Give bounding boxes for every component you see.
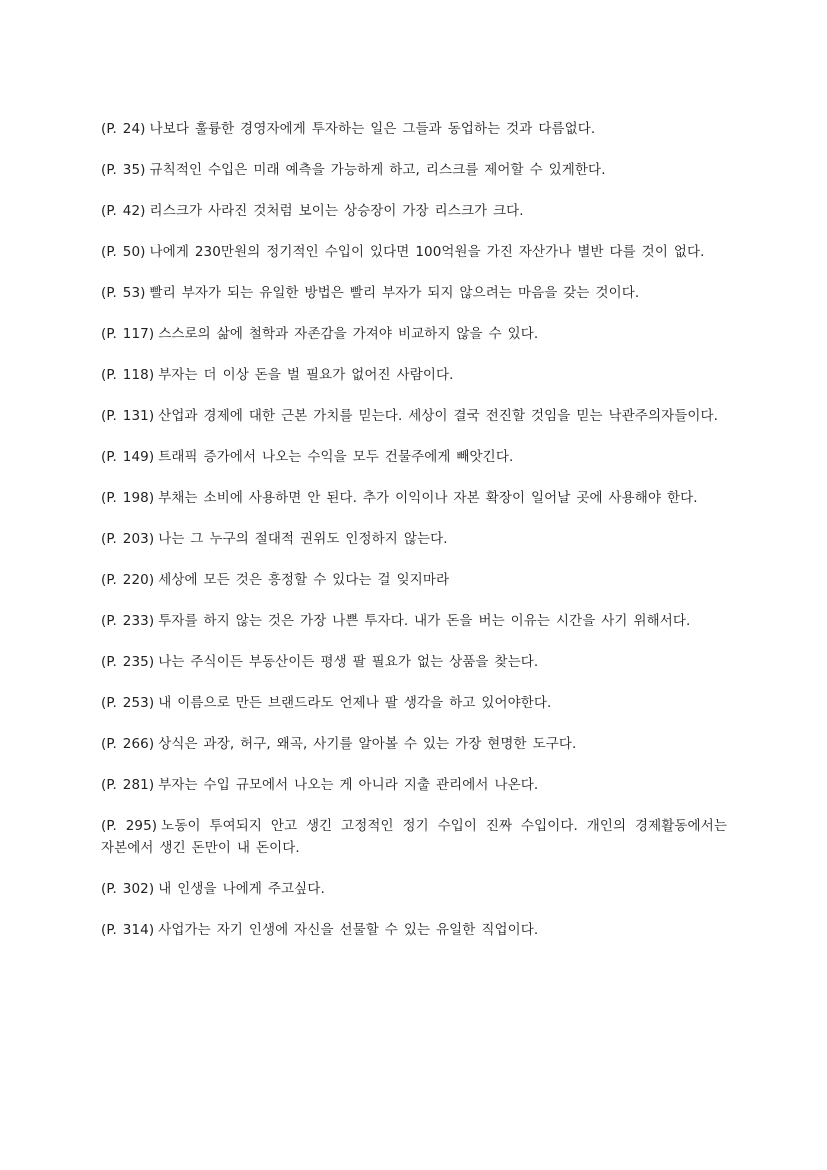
quote-item	[101, 282, 727, 304]
quote-item	[101, 241, 727, 263]
quote-text: 나는 그 누구의 절대적 권위도 인정하지 않는다.	[158, 531, 448, 547]
page-reference: (P. 42)	[101, 203, 146, 219]
page-reference: (P. 24)	[101, 121, 146, 137]
page-reference: (P. 266)	[101, 736, 155, 752]
page-reference: (P. 131)	[101, 408, 155, 424]
page-reference: (P. 220)	[101, 572, 155, 588]
page-reference: (P. 35)	[101, 162, 146, 178]
quote-text: 나보다 훌륭한 경영자에게 투자하는 일은 그들과 동업하는 것과 다름없다.	[149, 121, 596, 137]
quote-list	[101, 118, 727, 960]
page-reference: (P. 118)	[101, 367, 155, 383]
quote-item	[101, 610, 727, 632]
quote-item	[101, 364, 727, 386]
quote-item	[101, 487, 727, 509]
quote-text: 나에게 230만원의 정기적인 수입이 있다면 100억원을 가진 자산가나 별반 다를 것이 없다.	[149, 244, 705, 260]
page-reference: (P. 198)	[101, 490, 155, 506]
quote-item	[101, 405, 727, 427]
quote-text: 부자는 수입 규모에서 나오는 게 아니라 지출 관리에서 나온다.	[158, 777, 539, 793]
quote-item	[101, 692, 727, 714]
page-reference: (P. 233)	[101, 613, 155, 629]
quote-item	[101, 446, 727, 468]
quote-item	[101, 815, 727, 859]
quote-item	[101, 919, 727, 941]
page-reference: (P. 302)	[101, 881, 155, 897]
quote-text: 내 이름으로 만든 브랜드라도 언제나 팔 생각을 하고 있어야한다.	[158, 695, 552, 711]
quote-text: 내 인생을 나에게 주고싶다.	[158, 881, 325, 897]
quote-text: 스스로의 삶에 철학과 자존감을 가져야 비교하지 않을 수 있다.	[158, 326, 539, 342]
quote-text: 빨리 부자가 되는 유일한 방법은 빨리 부자가 되지 않으려는 마음을 갖는 것이다.	[149, 285, 640, 301]
quote-item	[101, 878, 727, 900]
page-reference: (P. 253)	[101, 695, 155, 711]
page-reference: (P. 203)	[101, 531, 155, 547]
quote-text: 사업가는 자기 인생에 자신을 선물할 수 있는 유일한 직업이다.	[158, 922, 539, 938]
quote-item	[101, 774, 727, 796]
quote-item	[101, 323, 727, 345]
quote-text: 나는 주식이든 부동산이든 평생 팔 필요가 없는 상품을 찾는다.	[158, 654, 539, 670]
quote-text: 세상에 모든 것은 흥정할 수 있다는 걸 잊지마라	[158, 572, 450, 588]
quote-item	[101, 651, 727, 673]
quote-text: 규칙적인 수입은 미래 예측을 가능하게 하고, 리스크를 제어할 수 있게한다.	[149, 162, 606, 178]
quote-text: 트래픽 증가에서 나오는 수익을 모두 건물주에게 빼앗긴다.	[158, 449, 514, 465]
page-reference: (P. 53)	[101, 285, 146, 301]
page-reference: (P. 117)	[101, 326, 155, 342]
page-reference: (P. 281)	[101, 777, 155, 793]
quote-item	[101, 733, 727, 755]
quote-text: 노동이 투여되지 안고 생긴 고정적인 정기 수입이 진짜 수입이다. 개인의 경제활동에서는 자본에서 생긴 돈만이 내 돈이다.	[101, 818, 727, 856]
page-reference: (P. 235)	[101, 654, 155, 670]
page-reference: (P. 295)	[101, 818, 158, 834]
quote-item	[101, 118, 727, 140]
quote-text: 리스크가 사라진 것처럼 보이는 상승장이 가장 리스크가 크다.	[149, 203, 524, 219]
quote-text: 상식은 과장, 허구, 왜곡, 사기를 알아볼 수 있는 가장 현명한 도구다.	[158, 736, 577, 752]
page-reference: (P. 50)	[101, 244, 146, 260]
quote-text: 부자는 더 이상 돈을 벌 필요가 없어진 사람이다.	[158, 367, 454, 383]
quote-text: 투자를 하지 않는 것은 가장 나쁜 투자다. 내가 돈을 버는 이유는 시간을 사기 위해서다.	[158, 613, 691, 629]
quote-item	[101, 569, 727, 591]
quote-item	[101, 528, 727, 550]
quote-text: 산업과 경제에 대한 근본 가치를 믿는다. 세상이 결국 전진할 것임을 믿는 낙관주의자들이다.	[158, 408, 719, 424]
page-reference: (P. 314)	[101, 922, 155, 938]
page-reference: (P. 149)	[101, 449, 155, 465]
quote-text: 부채는 소비에 사용하면 안 된다. 추가 이익이나 자본 확장이 일어날 곳에 사용해야 한다.	[158, 490, 698, 506]
quote-item	[101, 159, 727, 181]
quote-item	[101, 200, 727, 222]
